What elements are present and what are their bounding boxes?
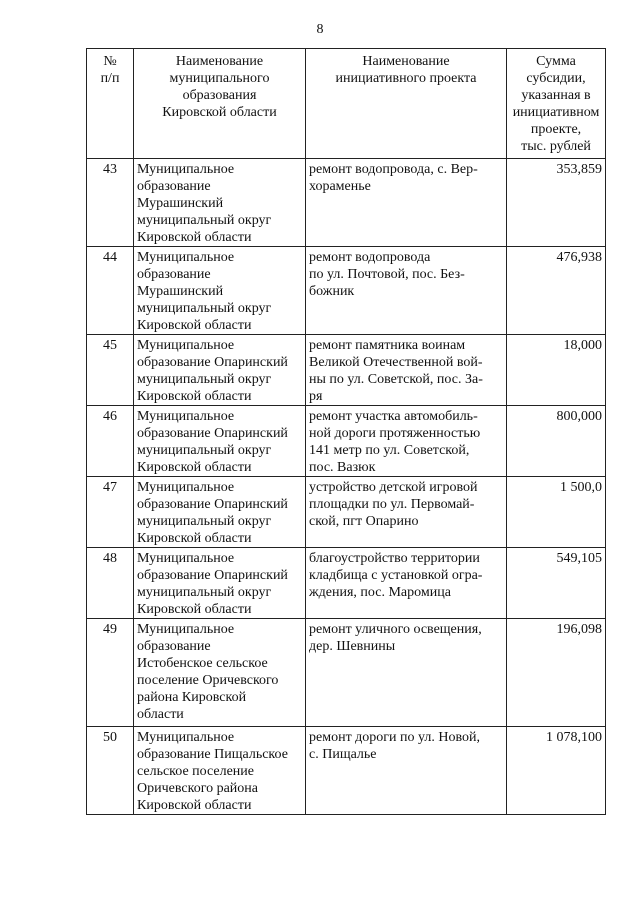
subsidy-table xyxy=(86,48,606,815)
municipality-cell: Муниципальное образование Мурашинский муниципальный округ Кировской области xyxy=(134,159,306,247)
subsidy-sum-cell: 549,105 xyxy=(507,548,606,619)
table-row xyxy=(87,247,606,335)
subsidy-sum-cell: 476,938 xyxy=(507,247,606,335)
row-number-cell: 49 xyxy=(87,619,134,727)
subsidy-sum-cell: 800,000 xyxy=(507,406,606,477)
municipality-cell: Муниципальное образование Опаринский муниципальный округ Кировской области xyxy=(134,548,306,619)
table-header-row xyxy=(87,49,606,159)
subsidy-sum-cell: 18,000 xyxy=(507,335,606,406)
municipality-cell: Муниципальное образование Опаринский муниципальный округ Кировской области xyxy=(134,406,306,477)
municipality-cell: Муниципальное образование Истобенское сельское поселение Оричевского района Кировской области xyxy=(134,619,306,727)
project-cell: ремонт водопровода по ул. Почтовой, пос. Без- божник xyxy=(306,247,507,335)
project-cell: ремонт водопровода, с. Вер- хораменье xyxy=(306,159,507,247)
header-sum: Сумма субсидии, указанная в инициативном проекте, тыс. рублей xyxy=(507,49,606,159)
project-cell: ремонт памятника воинам Великой Отечественной вой- ны по ул. Советской, пос. За- ря xyxy=(306,335,507,406)
table-body xyxy=(87,159,606,815)
table-row xyxy=(87,548,606,619)
row-number-cell: 45 xyxy=(87,335,134,406)
table-row xyxy=(87,727,606,815)
municipality-cell: Муниципальное образование Опаринский муниципальный округ Кировской области xyxy=(134,335,306,406)
subsidy-sum-cell: 196,098 xyxy=(507,619,606,727)
row-number-cell: 50 xyxy=(87,727,134,815)
project-cell: ремонт участка автомобиль- ной дороги протяженностью 141 метр по ул. Советской, пос. Вазюк xyxy=(306,406,507,477)
project-cell: благоустройство территории кладбища с установкой огра- ждения, пос. Маромица xyxy=(306,548,507,619)
row-number-cell: 47 xyxy=(87,477,134,548)
subsidy-sum-cell: 1 500,0 xyxy=(507,477,606,548)
header-number: № п/п xyxy=(87,49,134,159)
table-row xyxy=(87,159,606,247)
row-number-cell: 48 xyxy=(87,548,134,619)
table-row xyxy=(87,335,606,406)
table-row xyxy=(87,406,606,477)
municipality-cell: Муниципальное образование Опаринский муниципальный округ Кировской области xyxy=(134,477,306,548)
header-municipality: Наименование муниципального образования Кировской области xyxy=(134,49,306,159)
project-cell: ремонт дороги по ул. Новой, с. Пищалье xyxy=(306,727,507,815)
subsidy-sum-cell: 353,859 xyxy=(507,159,606,247)
table-row xyxy=(87,619,606,727)
subsidy-sum-cell: 1 078,100 xyxy=(507,727,606,815)
municipality-cell: Муниципальное образование Пищальское сельское поселение Оричевского района Кировской области xyxy=(134,727,306,815)
row-number-cell: 46 xyxy=(87,406,134,477)
header-project: Наименование инициативного проекта xyxy=(306,49,507,159)
project-cell: устройство детской игровой площадки по ул. Первомай- ской, пгт Опарино xyxy=(306,477,507,548)
page-number: 8 xyxy=(316,22,324,37)
row-number-cell: 43 xyxy=(87,159,134,247)
project-cell: ремонт уличного освещения, дер. Шевнины xyxy=(306,619,507,727)
row-number-cell: 44 xyxy=(87,247,134,335)
municipality-cell: Муниципальное образование Мурашинский муниципальный округ Кировской области xyxy=(134,247,306,335)
table-row xyxy=(87,477,606,548)
